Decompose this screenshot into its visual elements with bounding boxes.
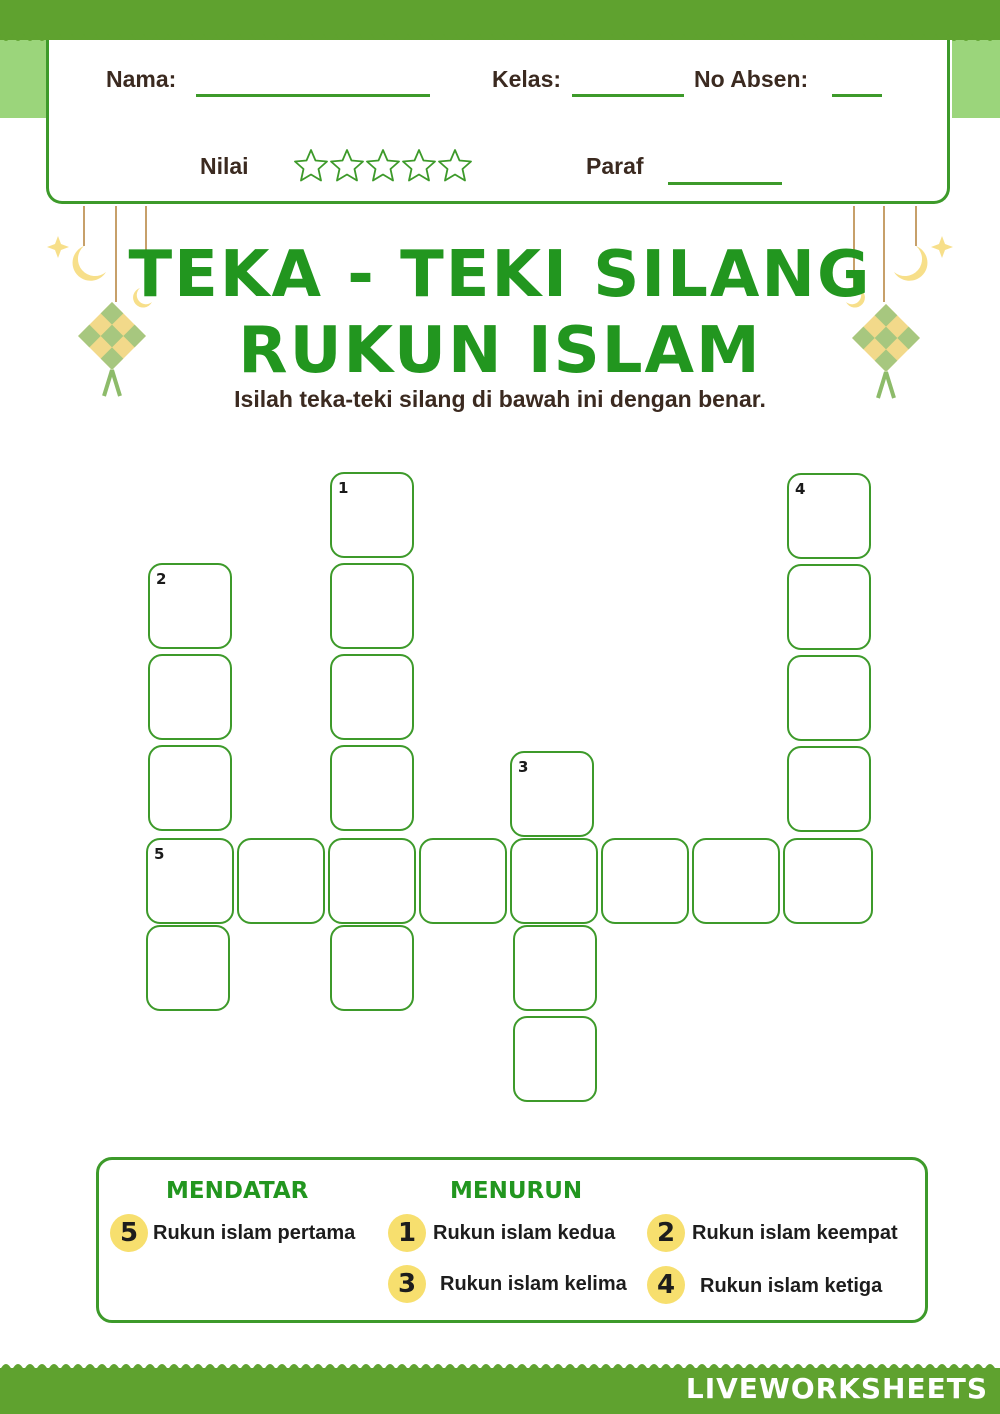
crossword-cell[interactable] bbox=[601, 838, 689, 924]
clue-text: Rukun islam ketiga bbox=[700, 1275, 883, 1297]
star-icon bbox=[295, 150, 327, 181]
left-band bbox=[0, 40, 48, 118]
score-label: Nilai bbox=[200, 153, 249, 179]
clue-badge: 1 bbox=[388, 1214, 426, 1252]
name-field[interactable] bbox=[196, 94, 430, 97]
crossword-cell[interactable] bbox=[510, 751, 594, 837]
clue-badge: 5 bbox=[110, 1214, 148, 1252]
name-label: Nama: bbox=[106, 66, 177, 92]
crossword-cell[interactable] bbox=[787, 746, 871, 832]
crossword-cell[interactable] bbox=[510, 838, 598, 924]
clue-number: 3 bbox=[518, 758, 529, 776]
sign-label: Paraf bbox=[586, 153, 644, 179]
crossword-cell[interactable] bbox=[148, 654, 232, 740]
absen-label: No Absen: bbox=[694, 66, 809, 92]
crossword-cell[interactable] bbox=[330, 925, 414, 1011]
clue-badge: 3 bbox=[388, 1265, 426, 1303]
clue-number: 5 bbox=[154, 845, 165, 863]
crossword-cell[interactable] bbox=[148, 563, 232, 649]
down-heading: MENURUN bbox=[450, 1178, 583, 1204]
crossword-cell[interactable] bbox=[787, 473, 871, 559]
crossword-cell[interactable] bbox=[330, 472, 414, 558]
brand-logo[interactable]: LIVEWORKSHEETS bbox=[685, 1372, 988, 1405]
absen-field[interactable] bbox=[832, 94, 882, 97]
crossword-cell[interactable] bbox=[237, 838, 325, 924]
clue-text: Rukun islam pertama bbox=[153, 1222, 356, 1244]
instruction-text: Isilah teka-teki silang di bawah ini dengan benar. bbox=[234, 386, 766, 412]
crossword-cell[interactable] bbox=[783, 838, 873, 924]
crossword-cell[interactable] bbox=[787, 564, 871, 650]
clue-badge: 2 bbox=[647, 1214, 685, 1252]
crossword-cell[interactable] bbox=[146, 838, 234, 924]
star-icon bbox=[367, 150, 399, 181]
clue-number: 2 bbox=[156, 570, 167, 588]
crossword-cell[interactable] bbox=[513, 1016, 597, 1102]
right-band bbox=[952, 40, 1000, 118]
bottom-scallop bbox=[0, 1358, 1000, 1370]
clue-badge: 4 bbox=[647, 1266, 685, 1304]
class-field[interactable] bbox=[572, 94, 684, 97]
title-line-1: TEKA - TEKI SILANG bbox=[128, 238, 872, 312]
clue-text: Rukun islam kedua bbox=[433, 1222, 616, 1244]
title-line-2: RUKUN ISLAM bbox=[238, 314, 762, 388]
clue-text: Rukun islam kelima bbox=[440, 1273, 627, 1295]
sign-field[interactable] bbox=[668, 182, 782, 185]
crossword-cell[interactable] bbox=[148, 745, 232, 831]
clue-number: 4 bbox=[795, 480, 806, 498]
crossword-cell[interactable] bbox=[692, 838, 780, 924]
crossword-cell[interactable] bbox=[787, 655, 871, 741]
crossword-cell[interactable] bbox=[330, 745, 414, 831]
crossword-cell[interactable] bbox=[146, 925, 230, 1011]
star-icon bbox=[331, 150, 363, 181]
crossword-cell[interactable] bbox=[330, 563, 414, 649]
crossword-cell[interactable] bbox=[330, 654, 414, 740]
crossword-cell[interactable] bbox=[328, 838, 416, 924]
star-icon bbox=[403, 150, 435, 181]
class-label: Kelas: bbox=[492, 66, 562, 92]
clue-text: Rukun islam keempat bbox=[692, 1222, 898, 1244]
crossword-cell[interactable] bbox=[513, 925, 597, 1011]
score-stars bbox=[294, 148, 474, 188]
clue-number: 1 bbox=[338, 479, 349, 497]
star-icon bbox=[439, 150, 471, 181]
student-info-card bbox=[46, 40, 950, 204]
crossword-cell[interactable] bbox=[419, 838, 507, 924]
across-heading: MENDATAR bbox=[166, 1178, 309, 1204]
